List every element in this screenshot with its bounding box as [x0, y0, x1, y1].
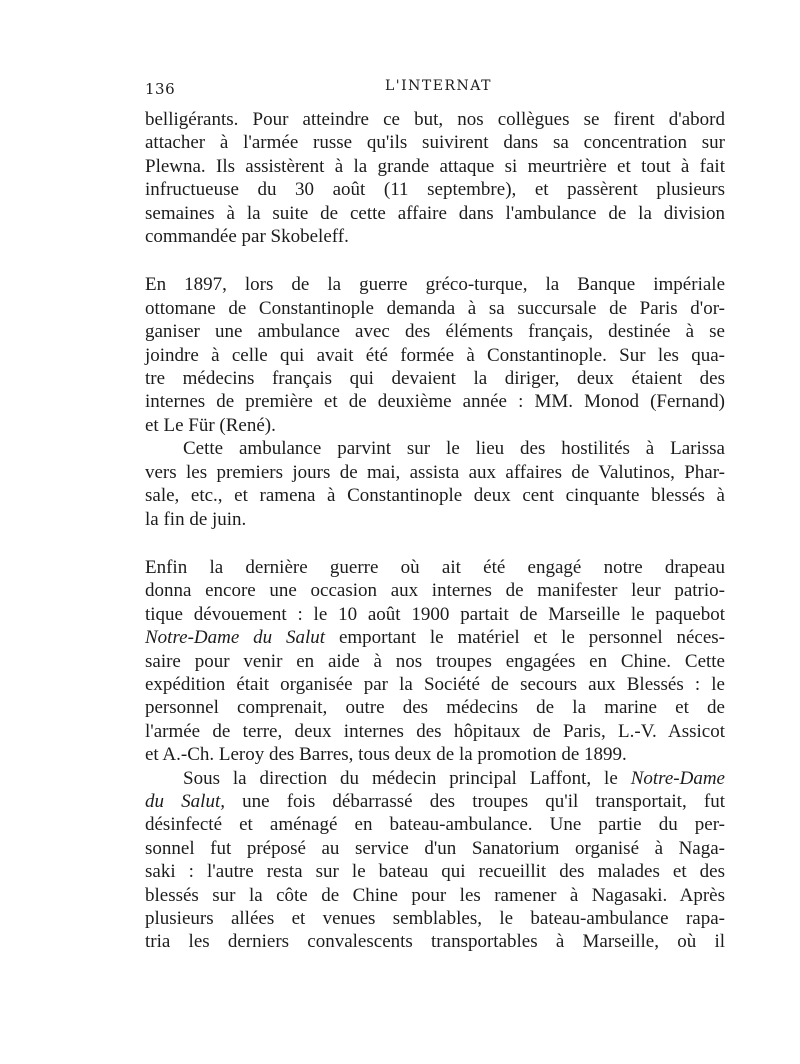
text-line: l'armée de terre, deux internes des hôpitaux de Paris, L.-V. Assicot	[145, 720, 725, 742]
text-line: sale, etc., et ramena à Constantinople deux cent cinquante blessés à	[145, 485, 725, 507]
text-line: commandée par Skobeleff.	[145, 226, 349, 248]
paragraph-3	[145, 437, 725, 531]
running-title: L'INTERNAT	[385, 78, 492, 94]
text-line: tre médecins français qui devaient la diriger, deux étaient des	[145, 368, 725, 390]
text-line: tria les derniers convalescents transportables à Marseille, où il	[145, 931, 725, 953]
text-line-with-italic	[145, 767, 725, 790]
text-line: joindre à celle qui avait été formée à Constantinople. Sur les qua-	[145, 344, 725, 366]
page-number: 136	[145, 80, 176, 98]
text-line: et Le Für (René).	[145, 414, 276, 436]
paragraph-2	[145, 273, 725, 437]
text-line: Cette ambulance parvint sur le lieu des hostilités à Larissa	[183, 438, 725, 460]
text-line: blessés sur la côte de Chine pour les ramener à Nagasaki. Après	[145, 884, 725, 906]
text-line: ganiser une ambulance avec des éléments français, destinée à se	[145, 321, 725, 343]
text-line: internes de première et de deuxième année : MM. Monod (Fernand)	[145, 391, 725, 413]
text-line: infructueuse du 30 août (11 septembre), et passèrent plusieurs	[145, 179, 725, 201]
text-line: donna encore une occasion aux internes de manifester leur patrio-	[145, 580, 725, 602]
text-line: En 1897, lors de la guerre gréco-turque, la Banque impériale	[145, 274, 725, 296]
text-line: Plewna. Ils assistèrent à la grande attaque si meurtrière et tout à fait	[145, 155, 725, 177]
text-fragment: emportant le matériel et le personnel néces-	[325, 627, 726, 649]
paragraph-4	[145, 556, 725, 767]
text-line: semaines à la suite de cette affaire dans l'ambulance de la division	[145, 202, 725, 224]
text-line-with-italic	[145, 626, 725, 649]
text-line: vers les premiers jours de mai, assista aux affaires de Valutinos, Phar-	[145, 461, 725, 483]
text-line: plusieurs allées et venues semblables, le bateau-ambulance rapa-	[145, 908, 725, 929]
text-fragment: Sous la direction du médecin principal Laffont, le	[183, 767, 631, 789]
text-line: Enfin la dernière guerre où ait été engagé notre drapeau	[145, 556, 725, 578]
text-line: expédition était organisée par la Société de secours aux Blessés : le	[145, 673, 725, 695]
text-line-with-italic	[145, 790, 725, 813]
text-fragment: une fois débarrassé des troupes qu'il transportait, fut	[224, 790, 725, 812]
body-text	[145, 108, 725, 954]
text-line: saire pour venir en aide à nos troupes engagées en Chine. Cette	[145, 650, 725, 672]
text-line: attacher à l'armée russe qu'ils suivirent dans sa concentration sur	[145, 132, 725, 154]
italic-ship-name: Notre-Dame	[630, 767, 725, 789]
text-line: sonnel fut préposé au service d'un Sanatorium organisé à Naga-	[145, 837, 725, 859]
italic-ship-name: Notre-Dame du Salut	[145, 627, 326, 649]
text-line: personnel comprenait, outre des médecins de la marine et de	[145, 697, 725, 719]
paragraph-1	[145, 108, 725, 248]
text-line: et A.-Ch. Leroy des Barres, tous deux de la promotion de 1899.	[145, 744, 627, 766]
text-line: saki : l'autre resta sur le bateau qui recueillit des malades et des	[145, 861, 725, 883]
text-line: ottomane de Constantinople demanda à sa succursale de Paris d'or-	[145, 297, 725, 319]
italic-ship-name: du Salut,	[145, 790, 225, 812]
paragraph-5	[145, 767, 725, 954]
text-line: tique dévouement : le 10 août 1900 partait de Marseille le paquebot	[145, 603, 725, 625]
text-line: désinfecté et aménagé en bateau-ambulance. Une partie du per-	[145, 814, 725, 836]
running-head	[145, 78, 723, 100]
text-line: belligérants. Pour atteindre ce but, nos collègues se firent d'abord	[145, 109, 725, 130]
text-line: la fin de juin.	[145, 508, 247, 530]
